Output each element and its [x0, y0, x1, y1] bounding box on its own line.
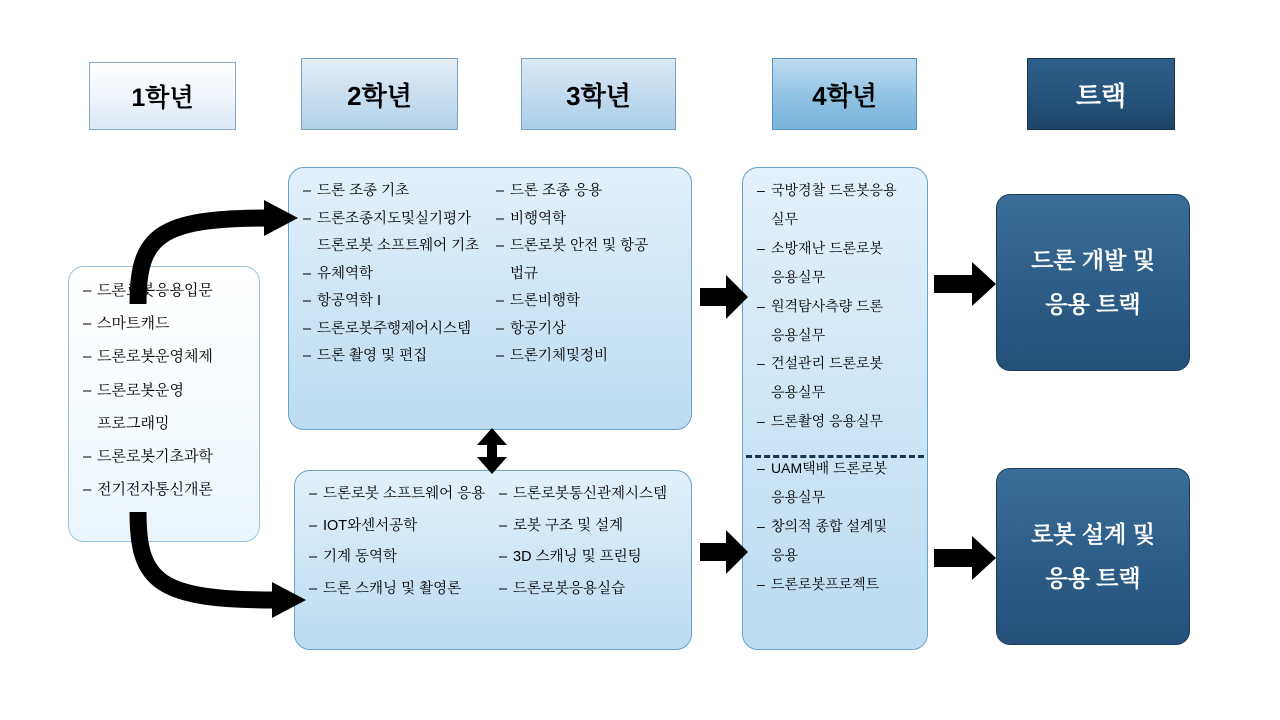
list-item: – UAM택배 드론로봇 — [757, 460, 915, 478]
list-item: 응용실무 — [771, 268, 826, 285]
header-year-3 — [521, 58, 676, 130]
list-item: – 드론로봇프로젝트 — [757, 576, 915, 594]
course-column-year-2-lower — [309, 485, 489, 639]
course-column-year-3-lower — [499, 485, 679, 639]
track-box-drone-line2: 응용 트랙 — [1045, 290, 1141, 317]
list-item: – 원격탐사측량 드론 — [757, 298, 915, 316]
header-year-4 — [772, 58, 917, 130]
list-item: 프로그래밍 — [97, 414, 170, 432]
list-item: – 로봇 구조 및 설계 — [499, 517, 679, 536]
list-item: – 3D 스캐닝 및 프린팅 — [499, 548, 679, 567]
list-item: 법규 — [510, 265, 539, 282]
list-item: 실무 — [771, 210, 799, 227]
arrow-year1-to-lower-icon — [118, 512, 308, 622]
list-item: – 드론 조종 기초 — [303, 182, 486, 201]
list-item: – 드론로봇운영체제 — [83, 347, 247, 366]
course-column-year-2 — [303, 182, 486, 419]
header-year-1-label: 1학년 — [131, 84, 194, 112]
header-year-2-label: 2학년 — [347, 80, 412, 111]
list-item: – 창의적 종합 설계및 — [757, 518, 915, 536]
list-item: – 드론로봇 소프트웨어 응용 — [309, 485, 489, 504]
header-year-3-label: 3학년 — [566, 80, 631, 111]
list-item: – 기계 동역학 — [309, 548, 489, 567]
header-track-label: 트랙 — [1075, 80, 1127, 111]
list-item: – 드론로봇주행제어시스템 — [303, 320, 486, 339]
arrow-year4-to-drone-track-icon — [934, 262, 996, 306]
list-item: – 스마트캐드 — [83, 314, 247, 333]
list-item: – 드론 스캐닝 및 촬영론 — [309, 580, 489, 599]
list-item: – IOT와센서공학 — [309, 517, 489, 536]
list-item: – 소방재난 드론로봇 — [757, 240, 915, 258]
header-year-1 — [89, 62, 236, 130]
course-box-year-1 — [68, 266, 260, 542]
course-list-year-1 — [83, 281, 247, 499]
list-item: – 비행역학 — [496, 210, 679, 229]
list-item: 응용 — [771, 546, 799, 563]
list-item: – 드론로봇응용실습 — [499, 580, 679, 599]
list-item: – 항공기상 — [496, 320, 679, 339]
list-item: – 전기전자통신개론 — [83, 480, 247, 499]
course-list-year-2 — [303, 182, 486, 366]
list-item: – 국방경찰 드론봇응용 — [757, 182, 915, 200]
track-box-robot — [996, 468, 1190, 645]
course-box-year-4 — [742, 167, 928, 650]
arrow-year1-to-upper-icon — [118, 196, 298, 306]
list-item: – 드론로봇 안전 및 항공 — [496, 237, 679, 256]
course-list-year-3 — [496, 182, 679, 366]
course-list-year-4-bottom — [757, 460, 915, 594]
track-box-robot-line1: 로봇 설계 및 — [1031, 520, 1155, 547]
track-box-robot-line2: 응용 트랙 — [1045, 564, 1141, 591]
list-item: 응용실무 — [771, 326, 826, 343]
list-item: – 드론로봇통신관제시스템 — [499, 485, 679, 504]
list-item: – 드론촬영 응용실무 — [757, 413, 915, 431]
track-box-drone — [996, 194, 1190, 371]
list-item: 드론로봇 소프트웨어 기초 — [317, 238, 480, 255]
arrow-year4-to-robot-track-icon — [934, 536, 996, 580]
list-item: – 드론로봇기초과학 — [83, 447, 247, 466]
arrow-bidirectional-icon — [474, 428, 510, 474]
arrow-upper-to-year4-icon — [700, 275, 748, 319]
course-column-year-3 — [496, 182, 679, 419]
list-item: – 건설관리 드론로봇 — [757, 355, 915, 373]
track-split-divider — [746, 455, 924, 458]
list-item: – 드론로봇운영 — [83, 381, 247, 400]
header-year-2 — [301, 58, 458, 130]
list-item: – 드론비행학 — [496, 292, 679, 311]
list-item: – 드론조종지도및실기평가 — [303, 210, 486, 229]
list-item: – 드론기체및정비 — [496, 347, 679, 366]
list-item: – 드론 조종 응용 — [496, 182, 679, 201]
header-track — [1027, 58, 1175, 130]
course-list-year-2-lower — [309, 485, 489, 598]
list-item: – 유체역학 — [303, 265, 486, 284]
course-list-year-3-lower — [499, 485, 679, 598]
header-year-4-label: 4학년 — [812, 80, 877, 111]
track-box-drone-line1: 드론 개발 및 — [1031, 246, 1155, 273]
arrow-lower-to-year4-icon — [700, 530, 748, 574]
list-item: 응용실무 — [771, 384, 826, 401]
list-item: – 드론 촬영 및 편집 — [303, 347, 486, 366]
list-item: 응용실무 — [771, 489, 826, 506]
list-item: – 드론로봇응용입문 — [83, 281, 247, 300]
course-box-year-2-3-upper — [288, 167, 692, 430]
course-box-year-2-3-lower — [294, 470, 692, 650]
list-item: – 항공역학 I — [303, 292, 486, 311]
course-list-year-4-top — [757, 182, 915, 431]
